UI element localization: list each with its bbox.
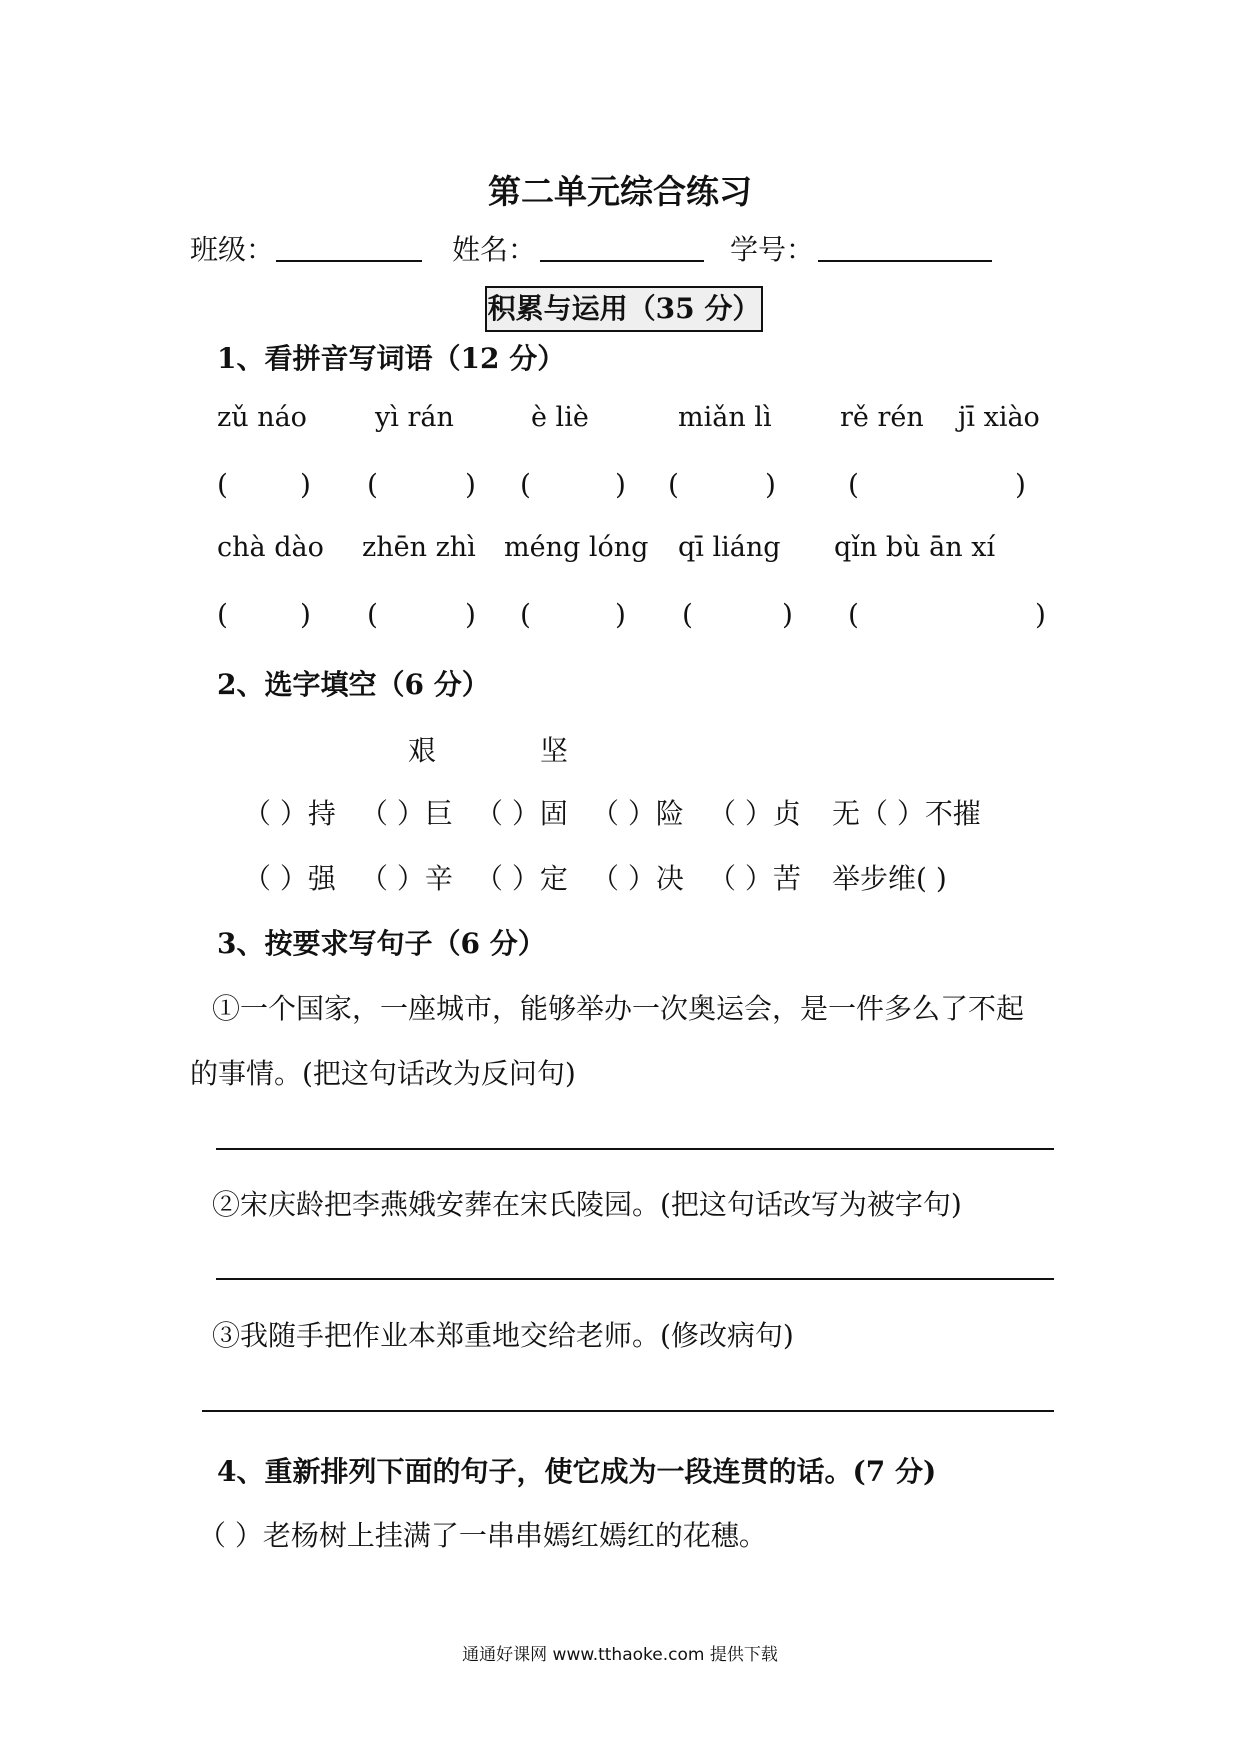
sentence-1-line2: 的事情。(把这句话改为反问句) — [190, 1057, 576, 1090]
student-id-label: 学号： — [730, 233, 815, 266]
name-label: 姓名： — [452, 233, 537, 266]
section-title-box: 积累与运用（35 分） — [485, 286, 763, 332]
answer-line-2[interactable] — [216, 1278, 1054, 1280]
sentence-1-line1: ①一个国家，一座城市，能够举办一次奥运会，是一件多么了不起 — [212, 992, 1025, 1025]
answer-paren-open: ( — [367, 468, 378, 501]
fill-item: （ ）辛 — [360, 862, 453, 895]
answer-paren-close: ) — [465, 598, 476, 631]
name-field[interactable] — [540, 260, 704, 262]
pinyin-item: zhēn zhì — [362, 532, 476, 563]
answer-paren-open: ( — [848, 598, 859, 631]
answer-paren-close: ) — [1015, 468, 1026, 501]
answer-paren-open: ( — [848, 468, 859, 501]
pinyin-item: rě rén — [840, 402, 924, 433]
answer-paren-close: ) — [782, 598, 793, 631]
q3-heading: 3、按要求写句子（6 分） — [217, 927, 546, 960]
answer-paren-open: ( — [217, 598, 228, 631]
fill-item: 举步维( ) — [832, 862, 947, 895]
choice-char: 艰 — [408, 734, 437, 767]
fill-item: （ ）贞 — [708, 797, 801, 830]
answer-paren-close: ) — [300, 598, 311, 631]
fill-item: （ ）持 — [243, 797, 336, 830]
order-item: （ ）老杨树上挂满了一串串嫣红嫣红的花穗。 — [198, 1519, 767, 1552]
answer-paren-open: ( — [682, 598, 693, 631]
pinyin-item: jī xiào — [958, 402, 1040, 433]
fill-item: （ ）决 — [591, 862, 684, 895]
q2-heading: 2、选字填空（6 分） — [217, 668, 490, 701]
pinyin-item: miǎn lì — [678, 402, 772, 433]
answer-paren-open: ( — [668, 468, 679, 501]
fill-item: （ ）强 — [243, 862, 336, 895]
pinyin-item: qī liáng — [678, 532, 781, 563]
fill-item: （ ）固 — [475, 797, 568, 830]
class-field[interactable] — [276, 260, 422, 262]
fill-item: （ ）险 — [591, 797, 684, 830]
fill-item: 无（ ）不摧 — [832, 797, 981, 830]
class-label: 班级： — [190, 233, 275, 266]
answer-line-1[interactable] — [216, 1148, 1054, 1150]
answer-line-3[interactable] — [202, 1410, 1054, 1412]
footer-watermark: 通通好课网 www.tthaoke.com 提供下载 — [462, 1645, 778, 1665]
q4-heading: 4、重新排列下面的句子，使它成为一段连贯的话。(7 分) — [217, 1455, 937, 1488]
pinyin-item: yì rán — [375, 402, 454, 433]
answer-paren-close: ) — [465, 468, 476, 501]
answer-paren-close: ) — [1035, 598, 1046, 631]
fill-item: （ ）巨 — [360, 797, 453, 830]
answer-paren-open: ( — [520, 598, 531, 631]
pinyin-item: zǔ náo — [217, 402, 307, 433]
q1-heading: 1、看拼音写词语（12 分） — [217, 342, 566, 375]
sentence-2: ②宋庆龄把李燕娥安葬在宋氏陵园。(把这句话改写为被字句) — [212, 1188, 962, 1221]
sentence-3: ③我随手把作业本郑重地交给老师。(修改病句) — [212, 1319, 794, 1352]
answer-paren-close: ) — [615, 468, 626, 501]
answer-paren-open: ( — [217, 468, 228, 501]
choice-char: 坚 — [540, 734, 569, 767]
pinyin-item: méng lóng — [504, 532, 649, 563]
answer-paren-open: ( — [520, 468, 531, 501]
pinyin-item: è liè — [531, 402, 589, 433]
fill-item: （ ）苦 — [708, 862, 801, 895]
fill-item: （ ）定 — [475, 862, 568, 895]
pinyin-item: qǐn bù ān xí — [834, 532, 996, 563]
page-title: 第二单元综合练习 — [488, 172, 752, 211]
answer-paren-open: ( — [367, 598, 378, 631]
answer-paren-close: ) — [300, 468, 311, 501]
answer-paren-close: ) — [615, 598, 626, 631]
pinyin-item: chà dào — [217, 532, 324, 563]
student-id-field[interactable] — [818, 260, 992, 262]
answer-paren-close: ) — [765, 468, 776, 501]
